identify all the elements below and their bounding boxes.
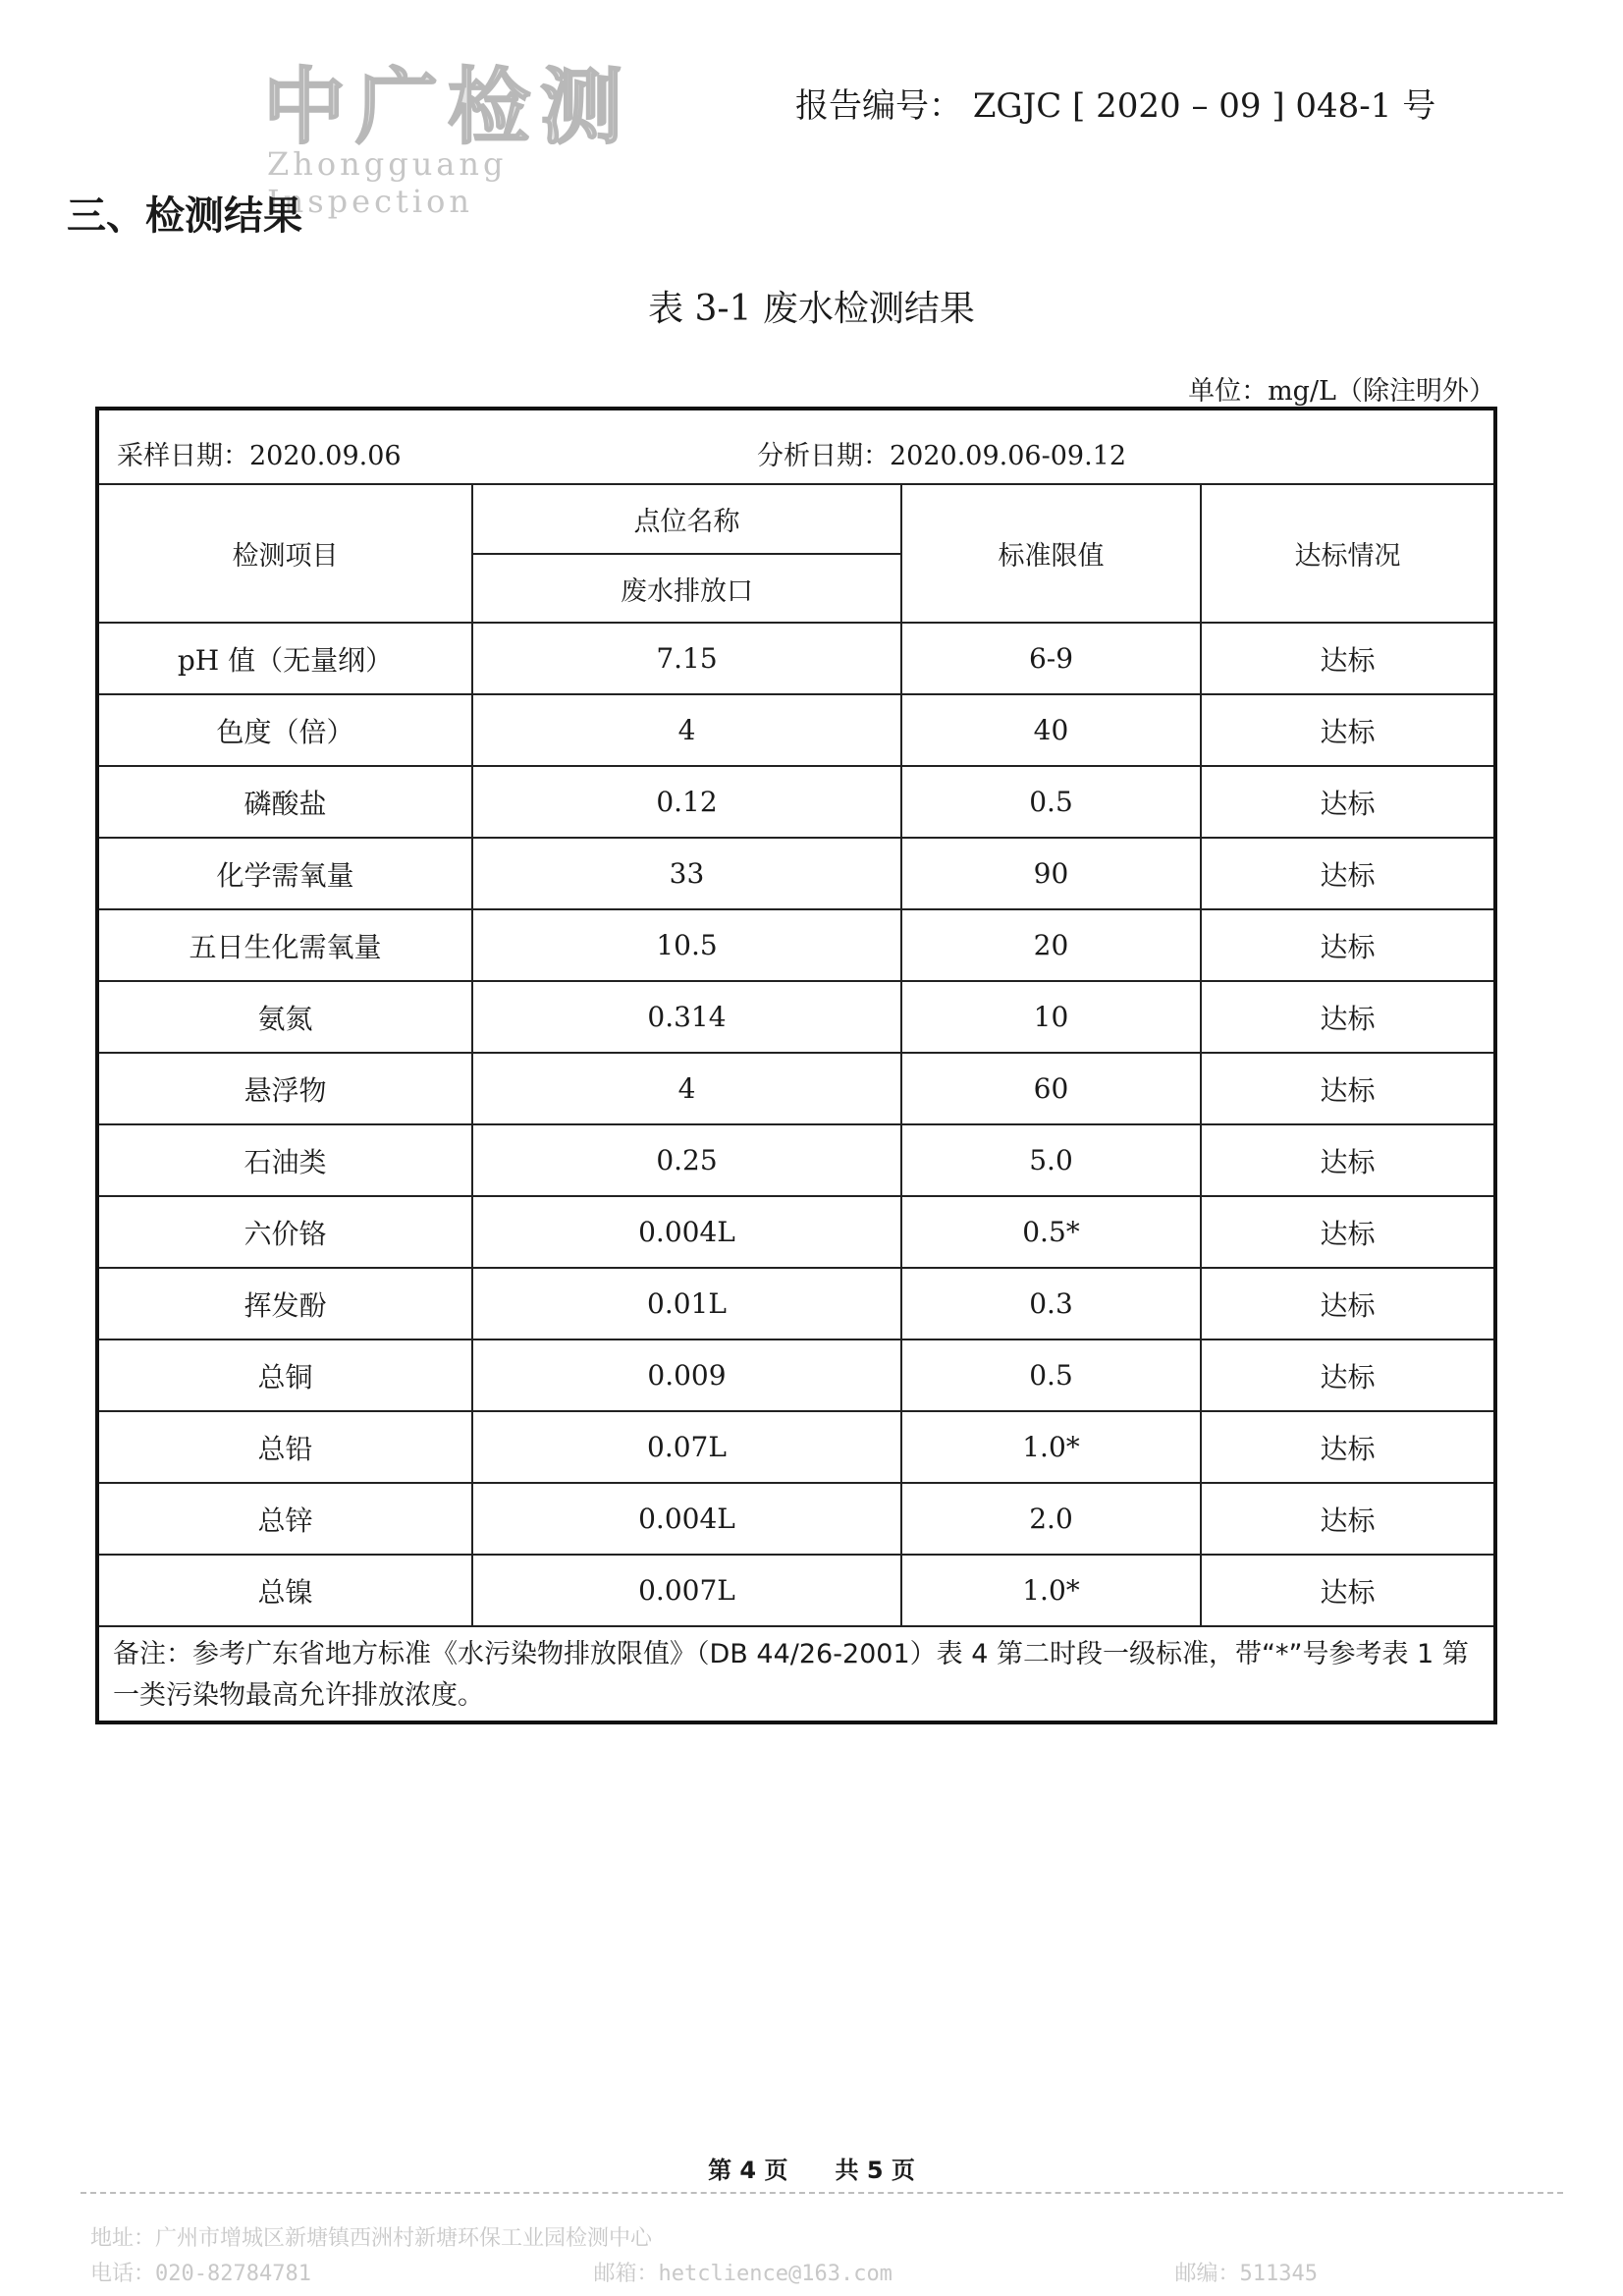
logo-chinese-text: 中广检测 [263,59,633,155]
cell-status: 达标 [1201,1555,1493,1626]
cell-item: 总铜 [99,1339,472,1411]
unit-note: 单位：mg/L（除注明外） [1188,376,1495,407]
cell-status: 达标 [1201,766,1493,838]
table-row [99,1124,1493,1196]
cell-value: 0.12 [472,766,901,838]
cell-limit: 20 [901,909,1201,981]
cell-status: 达标 [1201,1411,1493,1483]
header-row [99,485,1493,554]
cell-item: 色度（倍） [99,694,472,766]
sampling-date-label: 采样日期： [117,441,249,471]
analysis-date [757,434,1126,472]
cell-value: 0.25 [472,1124,901,1196]
cell-status: 达标 [1201,981,1493,1053]
report-number-value: ZGJC [ 2020 – 09 ] 048-1 号 [972,86,1436,126]
table-row [99,1053,1493,1124]
report-number [795,79,1435,127]
cell-status: 达标 [1201,1483,1493,1555]
cell-item: 五日生化需氧量 [99,909,472,981]
report-number-label: 报告编号： [795,86,962,126]
cell-status: 达标 [1201,1196,1493,1268]
page-number: 第 4 页 共 5 页 [708,2157,915,2184]
table-row [99,1339,1493,1411]
cell-item: 磷酸盐 [99,766,472,838]
cell-item: 氨氮 [99,981,472,1053]
footer-phone: 电话：020-82784781 [90,2262,311,2286]
cell-limit: 5.0 [901,1124,1201,1196]
cell-limit: 0.3 [901,1268,1201,1339]
table-row [99,838,1493,909]
cell-limit: 0.5* [901,1196,1201,1268]
table-row [99,909,1493,981]
footer-contact [90,2257,1318,2287]
cell-status: 达标 [1201,694,1493,766]
cell-value: 4 [472,694,901,766]
cell-item: pH 值（无量纲） [99,623,472,694]
cell-limit: 1.0* [901,1411,1201,1483]
cell-value: 33 [472,838,901,909]
logo-english-text: Zhongguang Inspection [267,145,508,220]
header-compliance: 达标情况 [1201,485,1493,623]
table-row [99,1411,1493,1483]
footer-postcode: 邮编：511345 [1174,2262,1318,2286]
cell-value: 0.009 [472,1339,901,1411]
table-row [99,694,1493,766]
cell-value: 7.15 [472,623,901,694]
footer-divider [81,2192,1563,2194]
cell-value: 0.004L [472,1483,901,1555]
analysis-date-value: 2020.09.06-09.12 [890,441,1127,471]
cell-item: 总镍 [99,1555,472,1626]
table-row [99,1196,1493,1268]
cell-limit: 0.5 [901,1339,1201,1411]
cell-limit: 6-9 [901,623,1201,694]
cell-limit: 90 [901,838,1201,909]
sampling-date [117,434,402,472]
table-row [99,1268,1493,1339]
cell-value: 0.007L [472,1555,901,1626]
cell-limit: 60 [901,1053,1201,1124]
table-title: 表 3-1 废水检测结果 [648,289,975,329]
footer-email: 邮箱：hetclience@163.com [593,2262,893,2286]
header-site-name: 点位名称 [472,485,901,554]
section-title: 三、检测结果 [67,193,302,239]
cell-value: 0.07L [472,1411,901,1483]
cell-status: 达标 [1201,909,1493,981]
results-grid [99,485,1493,1627]
cell-value: 0.01L [472,1268,901,1339]
cell-status: 达标 [1201,1124,1493,1196]
table-row [99,1555,1493,1626]
analysis-date-label: 分析日期： [757,441,890,471]
date-row [99,410,1493,485]
header-limit: 标准限值 [901,485,1201,623]
cell-item: 石油类 [99,1124,472,1196]
company-logo [263,59,636,220]
cell-item: 悬浮物 [99,1053,472,1124]
cell-status: 达标 [1201,1339,1493,1411]
cell-limit: 1.0* [901,1555,1201,1626]
cell-item: 挥发酚 [99,1268,472,1339]
table-row [99,1483,1493,1555]
cell-item: 总锌 [99,1483,472,1555]
cell-status: 达标 [1201,838,1493,909]
cell-limit: 40 [901,694,1201,766]
sampling-date-value: 2020.09.06 [249,441,402,471]
header-item: 检测项目 [99,485,472,623]
cell-value: 4 [472,1053,901,1124]
cell-item: 六价铬 [99,1196,472,1268]
cell-status: 达标 [1201,623,1493,694]
cell-value: 0.004L [472,1196,901,1268]
cell-limit: 2.0 [901,1483,1201,1555]
table-row [99,766,1493,838]
table-note: 备注：参考广东省地方标准《水污染物排放限值》（DB 44/26-2001）表 4 第二时段一级标准，带“*”号参考表 1 第一类污染物最高允许排放浓度。 [113,1639,1469,1711]
header-site: 废水排放口 [472,554,901,623]
footer-address: 地址：广州市增城区新塘镇西洲村新塘环保工业园检测中心 [90,2226,653,2251]
cell-limit: 10 [901,981,1201,1053]
cell-value: 0.314 [472,981,901,1053]
results-table [95,407,1497,1724]
cell-status: 达标 [1201,1268,1493,1339]
cell-limit: 0.5 [901,766,1201,838]
cell-status: 达标 [1201,1053,1493,1124]
cell-item: 化学需氧量 [99,838,472,909]
cell-item: 总铅 [99,1411,472,1483]
table-row [99,623,1493,694]
cell-value: 10.5 [472,909,901,981]
table-row [99,981,1493,1053]
